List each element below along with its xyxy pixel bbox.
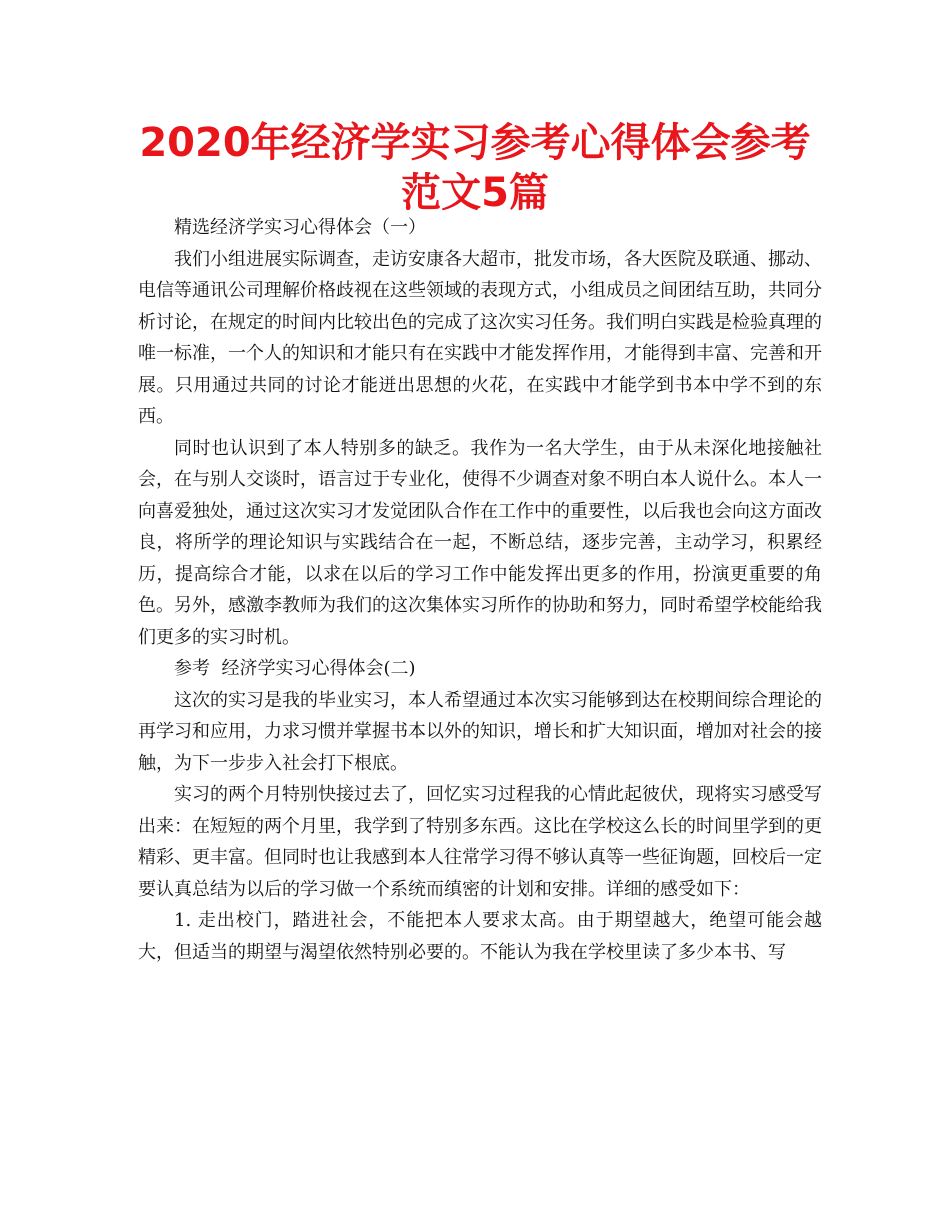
paragraph: 实习的两个月特别快接过去了，回忆实习过程我的心情此起彼伏，现将实习感受写出来：在短短的两个月里，我学到了特别多东西。这比在学校这么长的时间里学到的更精彩、更丰富。但同时也让我感到本人往常学习得不够认真等一些征询题，回校后一定要认真总结为以后的学习做一个系统而缜密的计划和安排。详细的感受如下： (138, 784, 822, 900)
paragraph: 这次的实习是我的毕业实习，本人希望通过本次实习能够到达在校期间综合理论的再学习和应用，力求习惯并掌握书本以外的知识，增长和扩大知识面，增加对社会的接触，为下一步步入社会打下根底。 (138, 689, 822, 774)
document-body (138, 212, 822, 968)
section-heading-1: 精选经济学实习心得体会（一） (174, 217, 426, 238)
paragraph: 我们小组进展实际调查，走访安康各大超市，批发市场，各大医院及联通、挪动、电信等通讯公司理解价格歧视在这些领域的表现方式，小组成员之间团结互助，共同分析讨论，在规定的时间内比较出色的完成了这次实习任务。我们明白实践是检验真理的唯一标准，一个人的知识和才能只有在实践中才能发挥作用，才能得到丰富、完善和开展。只用通过共同的讨论才能迸出思想的火花，在实践中才能学到书本中学不到的东西。 (138, 248, 822, 427)
paragraph: 同时也认识到了本人特别多的缺乏。我作为一名大学生，由于从未深化地接触社会，在与别人交谈时，语言过于专业化，使得不少调查对象不明白本人说什么。本人一向喜爱独处，通过这次实习才发觉团队合作在工作中的重要性，以后我也会向这方面改良，将所学的理论知识与实践结合在一起，不断总结，逐步完善，主动学习，积累经历，提高综合才能，以求在以后的学习工作中能发挥出更多的作用，扮演更重要的角色。另外，感激李教师为我们的这次集体实习所作的协助和努力，同时希望学校能给我们更多的实习时机。 (138, 437, 822, 648)
document-title: 2020年经济学实习参考心得体会参考范文5篇 (139, 120, 811, 216)
paragraph: 1. 走出校门，踏进社会，不能把本人要求太高。由于期望越大，绝望可能会越大，但适当的期望与渴望依然特别必要的。不能认为我在学校里读了多少本书、写 (138, 910, 822, 963)
section-heading-2: 参考 经济学实习心得体会(二) (174, 658, 416, 679)
